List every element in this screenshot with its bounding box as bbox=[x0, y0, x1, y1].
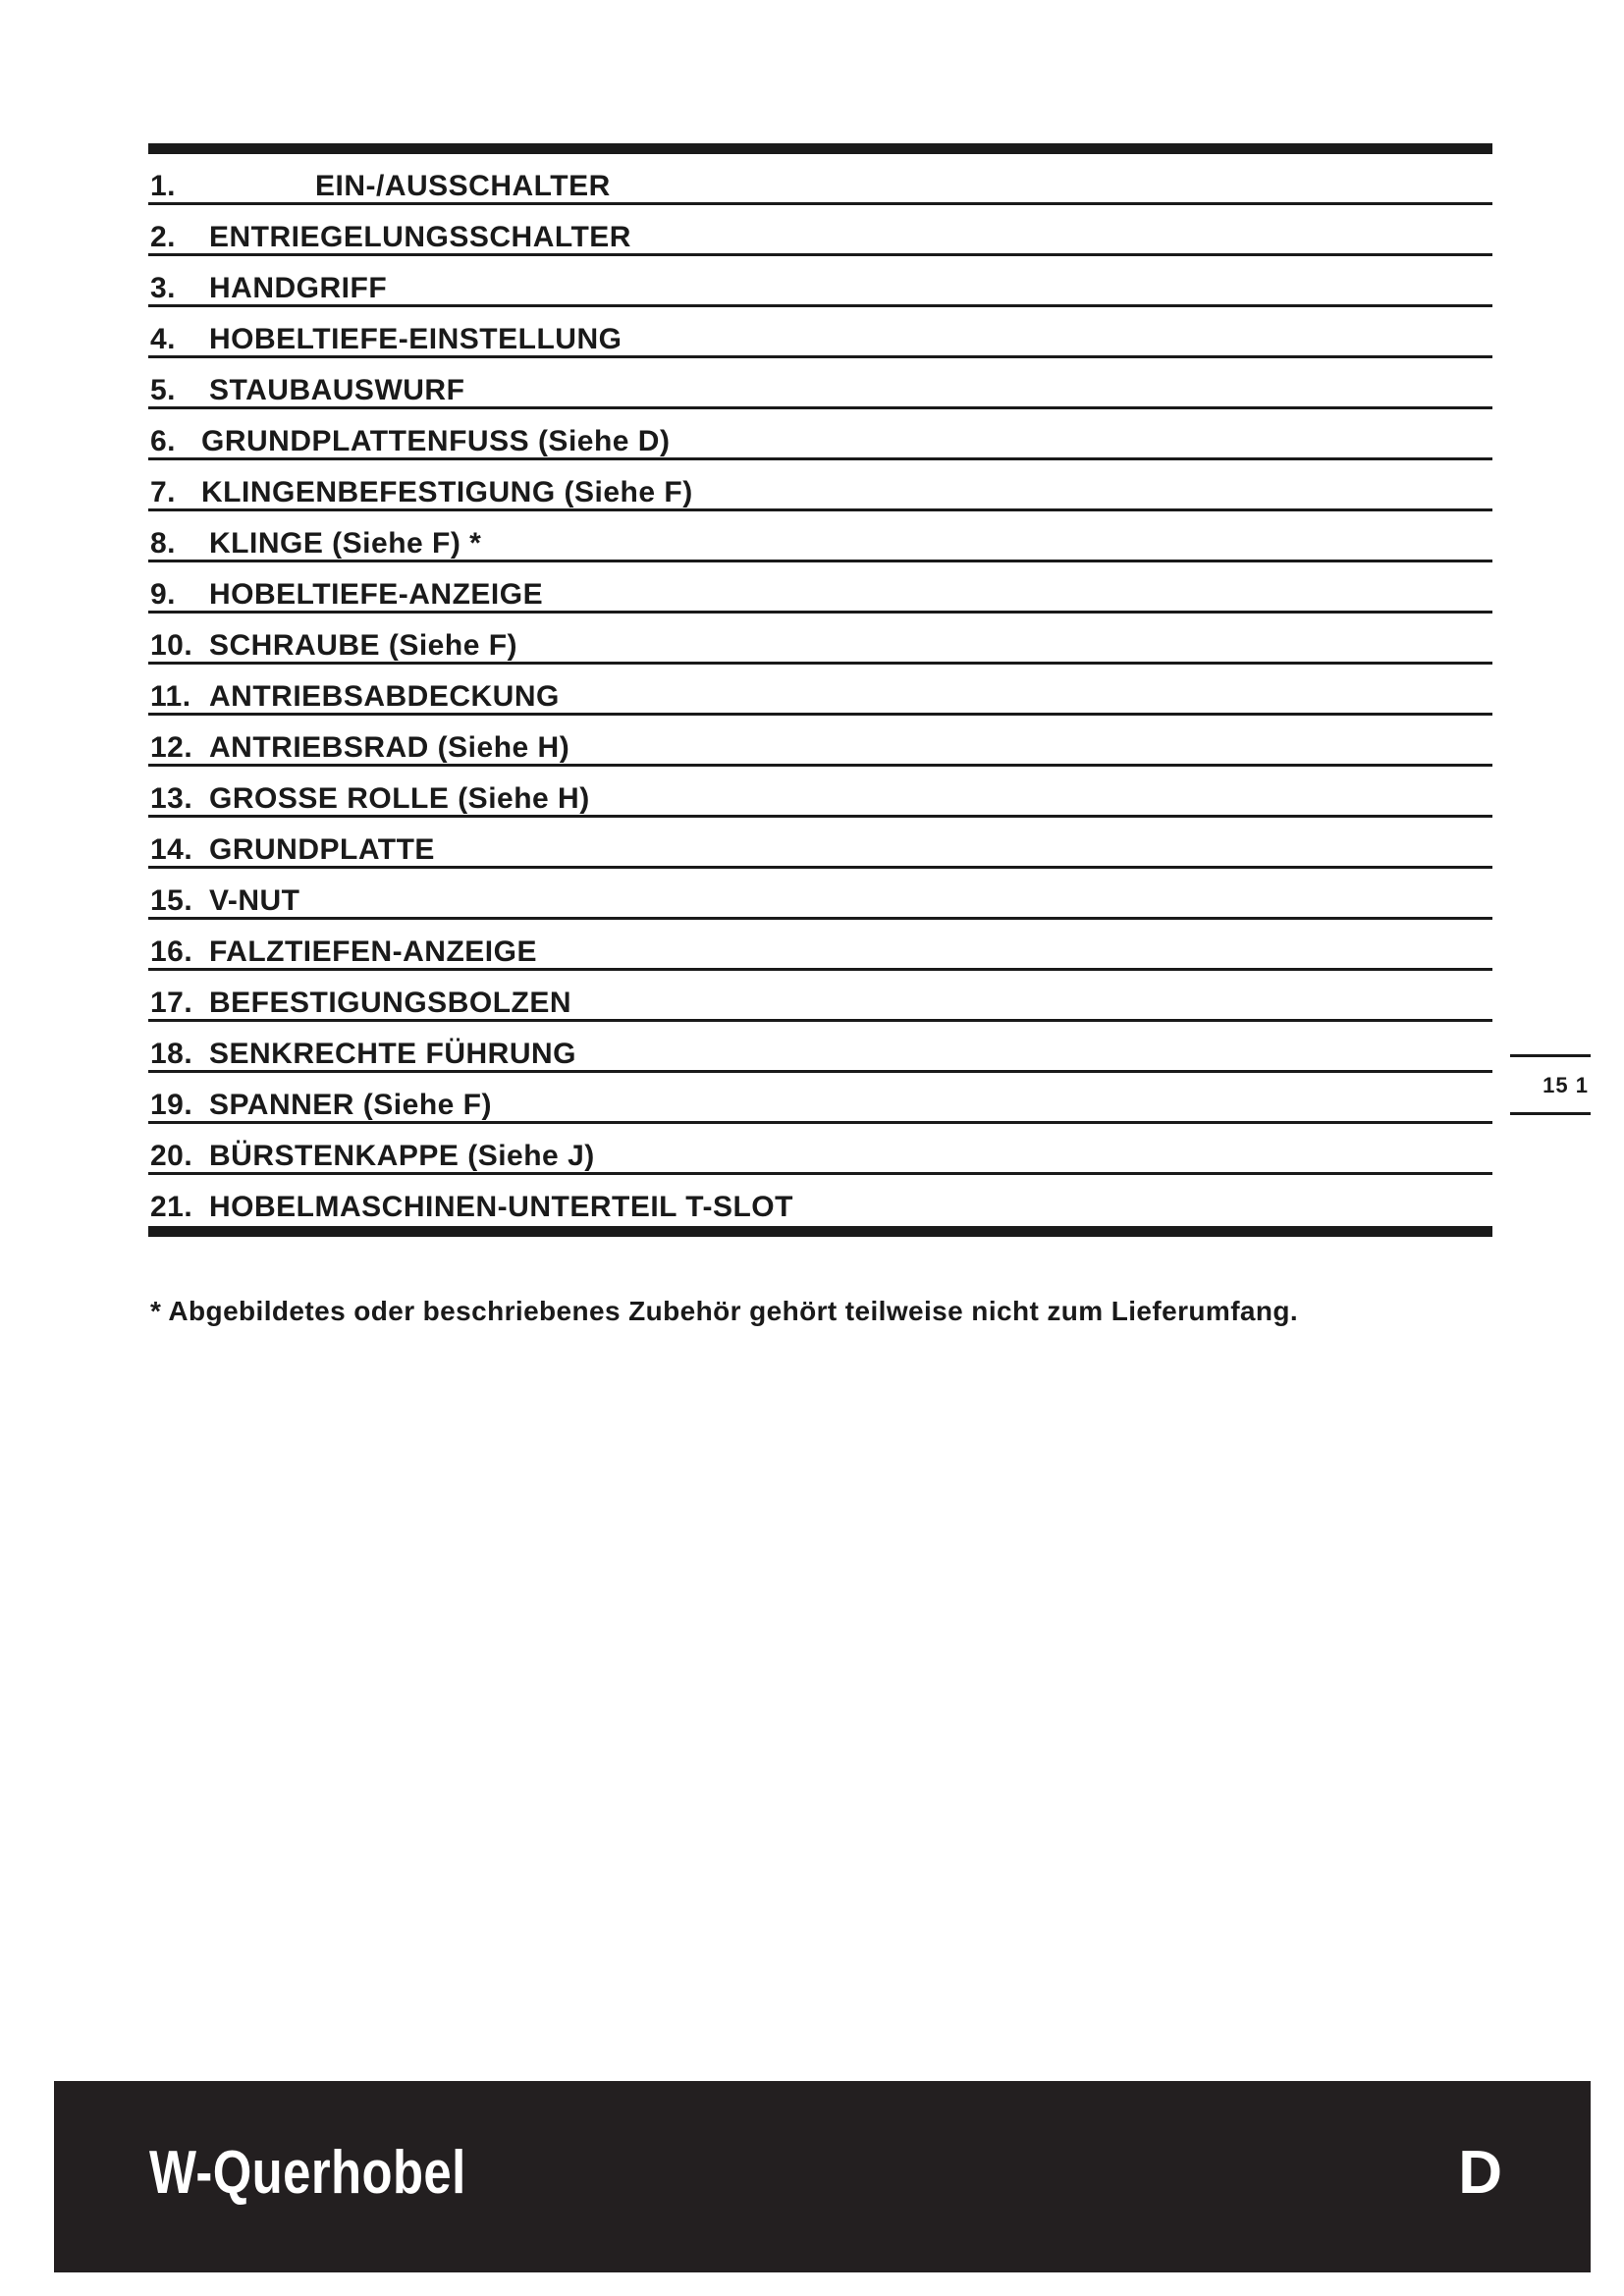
item-label: EIN-/AUSSCHALTER bbox=[315, 170, 611, 202]
item-label: HOBELTIEFE-EINSTELLUNG bbox=[209, 323, 623, 355]
parts-list-item bbox=[148, 971, 1492, 1022]
product-title: W-Querhobel bbox=[149, 2139, 466, 2207]
item-number: 3. bbox=[150, 272, 177, 304]
parts-list-item bbox=[148, 665, 1492, 716]
parts-list-item bbox=[148, 1022, 1492, 1073]
item-number: 4. bbox=[150, 323, 177, 355]
parts-list-item bbox=[148, 869, 1492, 920]
parts-list-item bbox=[148, 205, 1492, 256]
accessory-note: * Abgebildetes oder beschriebenes Zubehör gehört teilweise nicht zum Lieferumfang. bbox=[150, 1296, 1299, 1326]
item-label: ANTRIEBSABDECKUNG bbox=[209, 680, 560, 713]
parts-list-item bbox=[148, 409, 1492, 460]
item-label: SCHRAUBE (Siehe F) bbox=[209, 629, 518, 662]
item-number: 13. bbox=[150, 782, 193, 815]
item-number: 5. bbox=[150, 374, 177, 406]
item-number: 11. bbox=[150, 680, 191, 713]
parts-list-item bbox=[148, 920, 1492, 971]
parts-list-item bbox=[148, 511, 1492, 562]
item-label: STAUBAUSWURF bbox=[209, 374, 465, 406]
parts-list-item bbox=[148, 1073, 1492, 1124]
item-label: ENTRIEGELUNGSSCHALTER bbox=[209, 221, 631, 253]
item-label: HOBELTIEFE-ANZEIGE bbox=[209, 578, 544, 611]
item-number: 21. bbox=[150, 1191, 193, 1223]
item-number: 15. bbox=[150, 884, 193, 917]
item-number: 19. bbox=[150, 1089, 193, 1121]
item-number: 16. bbox=[150, 935, 193, 968]
item-label: GRUNDPLATTENFUSS (Siehe D) bbox=[201, 425, 671, 457]
page-number-box bbox=[1510, 1054, 1591, 1115]
item-number: 9. bbox=[150, 578, 177, 611]
item-label: GROSSE ROLLE (Siehe H) bbox=[209, 782, 590, 815]
parts-list-item bbox=[148, 818, 1492, 869]
item-number: 6. bbox=[150, 425, 177, 457]
parts-list-item bbox=[148, 1124, 1492, 1175]
parts-list bbox=[148, 143, 1492, 1237]
item-number: 8. bbox=[150, 527, 177, 560]
parts-list-item bbox=[148, 1175, 1492, 1226]
item-number: 2. bbox=[150, 221, 177, 253]
footer-bar bbox=[54, 2081, 1591, 2272]
parts-list-item bbox=[148, 154, 1492, 205]
item-label: KLINGE (Siehe F) * bbox=[209, 527, 482, 560]
item-label: SENKRECHTE FÜHRUNG bbox=[209, 1038, 577, 1070]
language-code: D bbox=[1458, 2139, 1502, 2207]
item-label: KLINGENBEFESTIGUNG (Siehe F) bbox=[201, 476, 693, 508]
item-number: 14. bbox=[150, 833, 193, 866]
item-label: BÜRSTENKAPPE (Siehe J) bbox=[209, 1140, 595, 1172]
item-label: BEFESTIGUNGSBOLZEN bbox=[209, 987, 572, 1019]
parts-list-item bbox=[148, 307, 1492, 358]
parts-list-item bbox=[148, 256, 1492, 307]
item-number: 17. bbox=[150, 987, 193, 1019]
item-label: SPANNER (Siehe F) bbox=[209, 1089, 492, 1121]
item-number: 20. bbox=[150, 1140, 193, 1172]
item-label: HOBELMASCHINEN-UNTERTEIL T-SLOT bbox=[209, 1191, 793, 1223]
item-number: 10. bbox=[150, 629, 193, 662]
parts-list-item bbox=[148, 358, 1492, 409]
item-number: 12. bbox=[150, 731, 193, 764]
item-label: FALZTIEFEN-ANZEIGE bbox=[209, 935, 537, 968]
page-number: 15 1 bbox=[1543, 1073, 1589, 1097]
parts-list-item bbox=[148, 460, 1492, 511]
parts-list-item bbox=[148, 716, 1492, 767]
parts-list-item bbox=[148, 562, 1492, 614]
item-label: ANTRIEBSRAD (Siehe H) bbox=[209, 731, 570, 764]
item-label: HANDGRIFF bbox=[209, 272, 388, 304]
item-label: V-NUT bbox=[209, 884, 300, 917]
parts-list-item bbox=[148, 614, 1492, 665]
parts-list-item bbox=[148, 767, 1492, 818]
item-number: 1. bbox=[150, 170, 177, 202]
item-number: 18. bbox=[150, 1038, 193, 1070]
item-number: 7. bbox=[150, 476, 177, 508]
item-label: GRUNDPLATTE bbox=[209, 833, 435, 866]
